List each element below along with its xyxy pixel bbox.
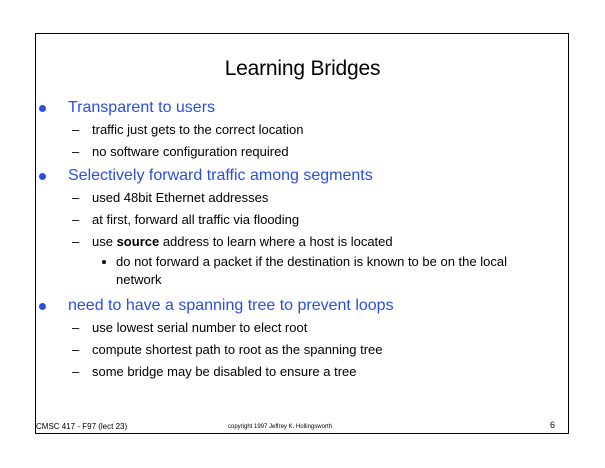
slide-title: Learning Bridges [224,57,381,80]
sub-item [38,231,558,253]
bullet-transparent [38,97,558,119]
sub-item-text-prefix: use [92,234,117,249]
sub-item-text: some bridge may be disabled to ensure a tree [92,364,357,379]
sub-item [38,141,558,163]
sub-item-text-suffix: address to learn where a host is located [159,234,393,249]
sub-item-bold-word: source [116,234,160,249]
bullet-selective-forward [38,165,558,187]
dash-icon: – [72,212,80,227]
bullet-dot-icon [39,303,46,310]
sub-item-text: no software configuration required [92,144,289,159]
small-bullet-icon [102,260,106,264]
sub-item-text: use lowest serial number to elect root [92,320,308,335]
bullet-text: Transparent to users [68,99,216,116]
sub-item-text: used 48bit Ethernet addresses [92,190,269,205]
sub-item-text: compute shortest path to root as the spanning tree [92,342,383,357]
bullet-dot-icon [39,173,46,180]
dash-icon: – [72,364,80,379]
dash-icon: – [72,122,80,137]
footer-course: CMSC 417 - F97 (lect 23) [36,422,128,431]
bullet-text: need to have a spanning tree to prevent loops [68,297,394,314]
sub-item [38,119,558,141]
sub-item [38,187,558,209]
dash-icon: – [72,190,80,205]
sub-item [38,361,558,383]
slide-content [38,95,558,383]
subsub-item-text: do not forward a packet if the destination is known to be on the local network [116,254,507,287]
page-number: 6 [550,420,556,430]
sub-item [38,339,558,361]
dash-icon: – [72,144,80,159]
dash-icon: – [72,342,80,357]
dash-icon: – [72,320,80,335]
footer-copyright: copyright 1997 Jeffrey K. Hollingsworth [228,424,332,430]
bullet-spanning-tree [38,295,558,317]
sub-item-text: at first, forward all traffic via flooding [92,212,300,227]
bullet-dot-icon [39,105,46,112]
sub-item [38,317,558,339]
subsub-item [38,253,546,289]
bullet-text: Selectively forward traffic among segments [68,167,373,184]
dash-icon: – [72,234,80,249]
sub-item [38,209,558,231]
sub-item-text: traffic just gets to the correct location [92,122,304,137]
